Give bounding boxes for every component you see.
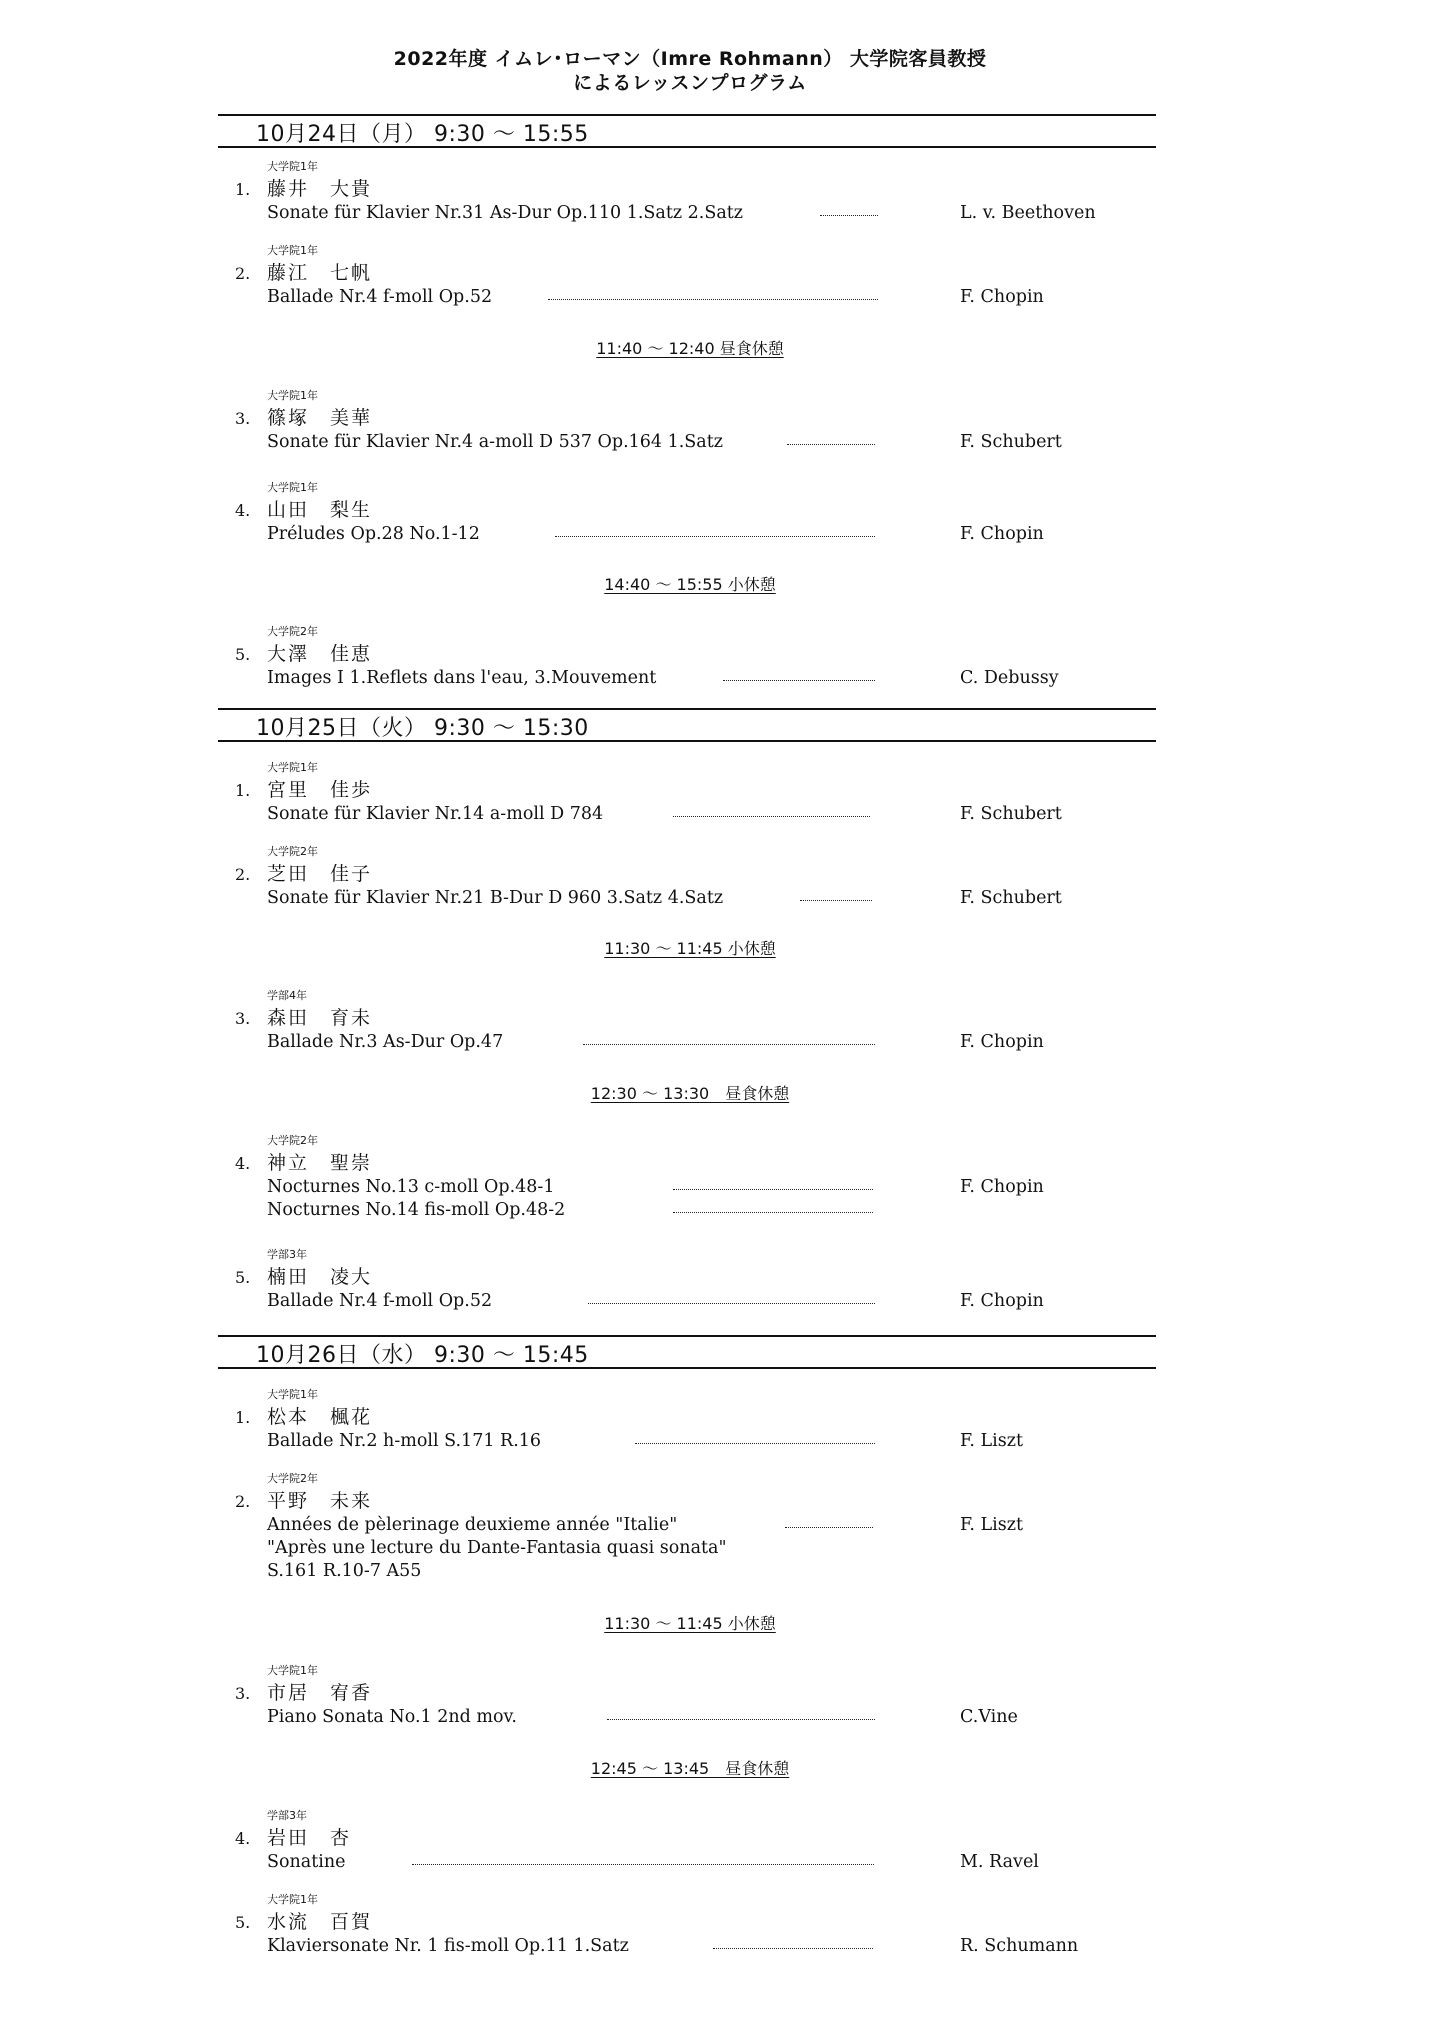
- entry-number: 5.: [235, 1268, 251, 1287]
- piece-title: Sonate für Klavier Nr.14 a-moll D 784: [267, 804, 604, 824]
- day-header-1024: [218, 114, 1156, 148]
- student-name: 水流 百賀: [267, 1911, 373, 1933]
- composer: C. Debussy: [960, 668, 1059, 688]
- student-name: 楠田 凌大: [267, 1266, 373, 1288]
- student-name: 篠塚 美華: [267, 407, 373, 429]
- composer: F. Chopin: [960, 524, 1044, 544]
- leader-dots: [723, 680, 875, 681]
- entry-number: 4.: [235, 1829, 251, 1848]
- leader-dots: [673, 1212, 873, 1213]
- piece-title: Années de pèlerinage deuxieme année "Italie": [267, 1515, 678, 1535]
- piece-title: Images Ⅰ 1.Reflets dans l'eau, 3.Mouvement: [267, 668, 657, 688]
- leader-dots: [820, 215, 878, 216]
- student-name: 岩田 杏: [267, 1827, 352, 1849]
- break-time: 12:30 〜 13:30 昼食休憩: [590, 1084, 790, 1103]
- student-year: 大学院1年: [267, 1893, 318, 1906]
- entry-number: 2.: [235, 865, 251, 884]
- leader-dots: [583, 1044, 875, 1045]
- day-header-label: 10月26日（水） 9:30 〜 15:45: [256, 1343, 589, 1368]
- composer: F. Liszt: [960, 1515, 1023, 1535]
- entry-number: 3.: [235, 409, 251, 428]
- student-year: 学部3年: [267, 1809, 307, 1822]
- composer: M. Ravel: [960, 1852, 1039, 1872]
- student-year: 大学院1年: [267, 1664, 318, 1677]
- piece-title: Ballade Nr.3 As-Dur Op.47: [267, 1032, 504, 1052]
- entry-number: 3.: [235, 1009, 251, 1028]
- leader-dots: [555, 536, 875, 537]
- piece-title: S.161 R.10-7 A55: [267, 1561, 422, 1581]
- entry-number: 1.: [235, 781, 251, 800]
- break-time: 11:30 〜 11:45 小休憩: [604, 939, 776, 958]
- piece-title: Ballade Nr.4 f-moll Op.52: [267, 287, 493, 307]
- piece-title: Sonate für Klavier Nr.4 a-moll D 537 Op.164 1.Satz: [267, 432, 723, 452]
- leader-dots: [785, 1527, 873, 1528]
- student-name: 山田 梨生: [267, 499, 373, 521]
- piece-title: Préludes Op.28 No.1-12: [267, 524, 480, 544]
- student-year: 大学院2年: [267, 845, 318, 858]
- entry-number: 1.: [235, 180, 251, 199]
- entry-number: 3.: [235, 1684, 251, 1703]
- leader-dots: [800, 900, 872, 901]
- student-year: 大学院1年: [267, 389, 318, 402]
- student-year: 学部3年: [267, 1248, 307, 1261]
- piece-title: Sonatine: [267, 1852, 346, 1872]
- day-header-label: 10月24日（月） 9:30 〜 15:55: [256, 122, 589, 147]
- student-name: 神立 聖崇: [267, 1152, 373, 1174]
- composer: F. Schubert: [960, 804, 1062, 824]
- student-name: 市居 宥香: [267, 1682, 373, 1704]
- break-time: 11:40 〜 12:40 昼食休憩: [596, 339, 784, 358]
- student-year: 大学院2年: [267, 1134, 318, 1147]
- piece-title: Piano Sonata No.1 2nd mov.: [267, 1707, 517, 1727]
- entry-number: 2.: [235, 1492, 251, 1511]
- composer: R. Schumann: [960, 1936, 1079, 1956]
- entry-number: 1.: [235, 1408, 251, 1427]
- leader-dots: [548, 299, 878, 300]
- entry-number: 2.: [235, 264, 251, 283]
- composer: L. v. Beethoven: [960, 203, 1096, 223]
- student-year: 大学院1年: [267, 1388, 318, 1401]
- leader-dots: [787, 444, 875, 445]
- piece-title: Ballade Nr.2 h-moll S.171 R.16: [267, 1431, 542, 1451]
- student-year: 大学院1年: [267, 761, 318, 774]
- day-header-1025: [218, 708, 1156, 742]
- student-year: 学部4年: [267, 989, 307, 1002]
- program-subtitle: によるレッスンプログラム: [573, 72, 807, 94]
- piece-title: Klaviersonate Nr. 1 fis-moll Op.11 1.Satz: [267, 1936, 629, 1956]
- piece-title: Sonate für Klavier Nr.31 As-Dur Op.110 1.Satz 2.Satz: [267, 203, 744, 223]
- student-year: 大学院1年: [267, 244, 318, 257]
- student-name: 平野 未来: [267, 1490, 373, 1512]
- entry-number: 4.: [235, 501, 251, 520]
- composer: F. Schubert: [960, 888, 1062, 908]
- student-name: 藤江 七帆: [267, 262, 373, 284]
- leader-dots: [588, 1303, 875, 1304]
- piece-title: Nocturnes No.13 c-moll Op.48-1: [267, 1177, 555, 1197]
- entry-number: 4.: [235, 1154, 251, 1173]
- leader-dots: [713, 1948, 873, 1949]
- entry-number: 5.: [235, 1913, 251, 1932]
- break-time: 14:40 〜 15:55 小休憩: [604, 575, 776, 594]
- program-title: 2022年度 イムレ･ローマン（Imre Rohmann） 大学院客員教授: [393, 48, 987, 70]
- leader-dots: [607, 1719, 875, 1720]
- piece-title: Ballade Nr.4 f-moll Op.52: [267, 1291, 493, 1311]
- leader-dots: [673, 1189, 873, 1190]
- entry-number: 5.: [235, 645, 251, 664]
- composer: F. Chopin: [960, 1291, 1044, 1311]
- student-year: 大学院2年: [267, 1472, 318, 1485]
- student-year: 大学院1年: [267, 481, 318, 494]
- break-time: 12:45 〜 13:45 昼食休憩: [590, 1759, 790, 1778]
- day-header-1026: [218, 1335, 1156, 1369]
- student-name: 松本 楓花: [267, 1406, 373, 1428]
- student-name: 森田 育未: [267, 1007, 373, 1029]
- composer: F. Schubert: [960, 432, 1062, 452]
- composer: F. Liszt: [960, 1431, 1023, 1451]
- leader-dots: [412, 1864, 874, 1865]
- composer: C.Vine: [960, 1707, 1018, 1727]
- composer: F. Chopin: [960, 1032, 1044, 1052]
- student-name: 藤井 大貴: [267, 178, 373, 200]
- leader-dots: [635, 1443, 875, 1444]
- composer: F. Chopin: [960, 287, 1044, 307]
- student-name: 芝田 佳子: [267, 863, 373, 885]
- piece-title: Nocturnes No.14 fis-moll Op.48-2: [267, 1200, 566, 1220]
- student-year: 大学院2年: [267, 625, 318, 638]
- composer: F. Chopin: [960, 1177, 1044, 1197]
- day-header-label: 10月25日（火） 9:30 〜 15:30: [256, 716, 589, 741]
- student-year: 大学院1年: [267, 160, 318, 173]
- break-time: 11:30 〜 11:45 小休憩: [604, 1614, 776, 1633]
- student-name: 宮里 佳歩: [267, 779, 373, 801]
- leader-dots: [673, 816, 870, 817]
- piece-title: Sonate für Klavier Nr.21 B-Dur D 960 3.Satz 4.Satz: [267, 888, 724, 908]
- student-name: 大澤 佳恵: [267, 643, 373, 665]
- piece-title: "Après une lecture du Dante-Fantasia quasi sonata": [267, 1538, 727, 1558]
